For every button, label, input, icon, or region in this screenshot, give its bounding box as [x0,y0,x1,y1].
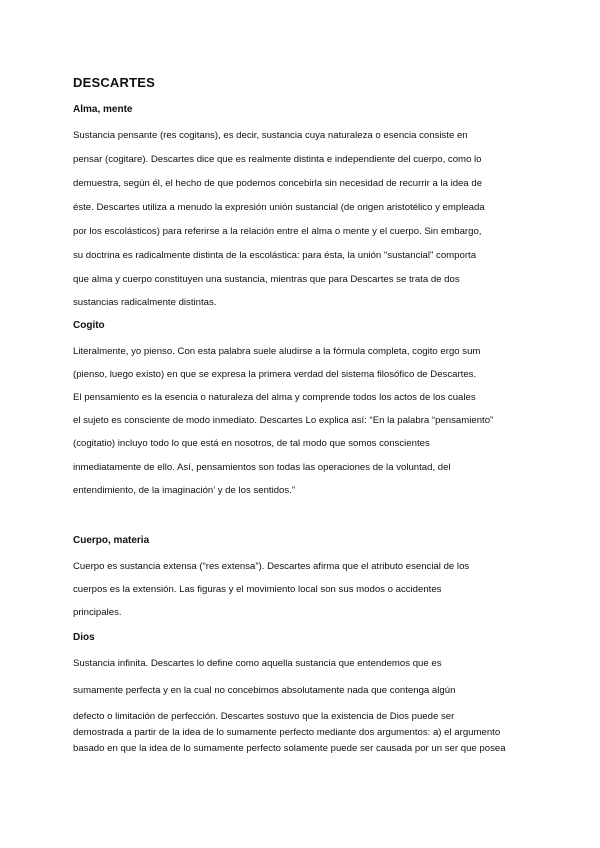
paragraph-line: (cogitatio) incluyo todo lo que está en nosotros, de tal modo que somos conscientes [73,438,430,449]
paragraph-line: el sujeto es consciente de modo inmediato. Descartes Lo explica así: “En la palabra “pensamiento” [73,415,494,426]
document-title: DESCARTES [73,75,155,90]
paragraph-line: demostrada a partir de la idea de lo sumamente perfecto mediante dos argumentos: a) el argumento [73,727,501,738]
paragraph-line: basado en que la idea de lo sumamente perfecto solamente puede ser causada por un ser que posea [73,743,506,754]
paragraph-line: éste. Descartes utiliza a menudo la expresión unión sustancial (de origen aristotélico y empleada [73,202,485,213]
paragraph-line: que alma y cuerpo constituyen una sustancia, mientras que para Descartes se trata de dos [73,274,460,285]
section-heading-dios: Dios [73,632,95,643]
paragraph-line: su doctrina es radicalmente distinta de la escolástica: para ésta, la unión "sustancial" comporta [73,250,477,261]
paragraph-line: cuerpos es la extensión. Las figuras y el movimiento local son sus modos o accidentes [73,584,442,595]
paragraph-line: entendimiento, de la imaginación’ y de los sentidos.” [73,485,296,496]
paragraph-line: sustancias radicalmente distintas. [73,297,217,308]
paragraph-line: demuestra, según él, el hecho de que podemos concebirla sin necesidad de recurrir a la idea de [73,178,483,189]
paragraph-line: Sustancia pensante (res cogitans), es decir, sustancia cuya naturaleza o esencia consiste en [73,130,468,141]
paragraph-line: defecto o limitación de perfección. Descartes sostuvo que la existencia de Dios puede ser [73,711,455,722]
paragraph-line: (pienso, luego existo) en que se expresa la primera verdad del sistema filosófico de Descartes. [73,369,477,380]
paragraph-line: por los escolásticos) para referirse a la relación entre el alma o mente y el cuerpo. Sin embargo, [73,226,482,237]
paragraph-line: Cuerpo es sustancia extensa (“res extensa”). Descartes afirma que el atributo esencial de los [73,561,470,572]
paragraph-line: inmediatamente de ello. Así, pensamientos son todas las operaciones de la voluntad, del [73,462,451,473]
section-heading-cuerpo-materia: Cuerpo, materia [73,535,150,546]
paragraph-line: El pensamiento es la esencia o naturaleza del alma y comprende todos los actos de los cuales [73,392,476,403]
section-heading-cogito: Cogito [73,320,105,331]
paragraph-line: Literalmente, yo pienso. Con esta palabra suele aludirse a la fórmula completa, cogito ergo sum [73,346,481,357]
paragraph-line: sumamente perfecta y en la cual no concebimos absolutamente nada que contenga algún [73,685,456,696]
section-heading-alma-mente: Alma, mente [73,104,133,115]
paragraph-line: Sustancia infinita. Descartes lo define como aquella sustancia que entendemos que es [73,658,442,669]
paragraph-line: pensar (cogitare). Descartes dice que es realmente distinta e independiente del cuerpo, como lo [73,154,482,165]
paragraph-line: principales. [73,607,122,618]
